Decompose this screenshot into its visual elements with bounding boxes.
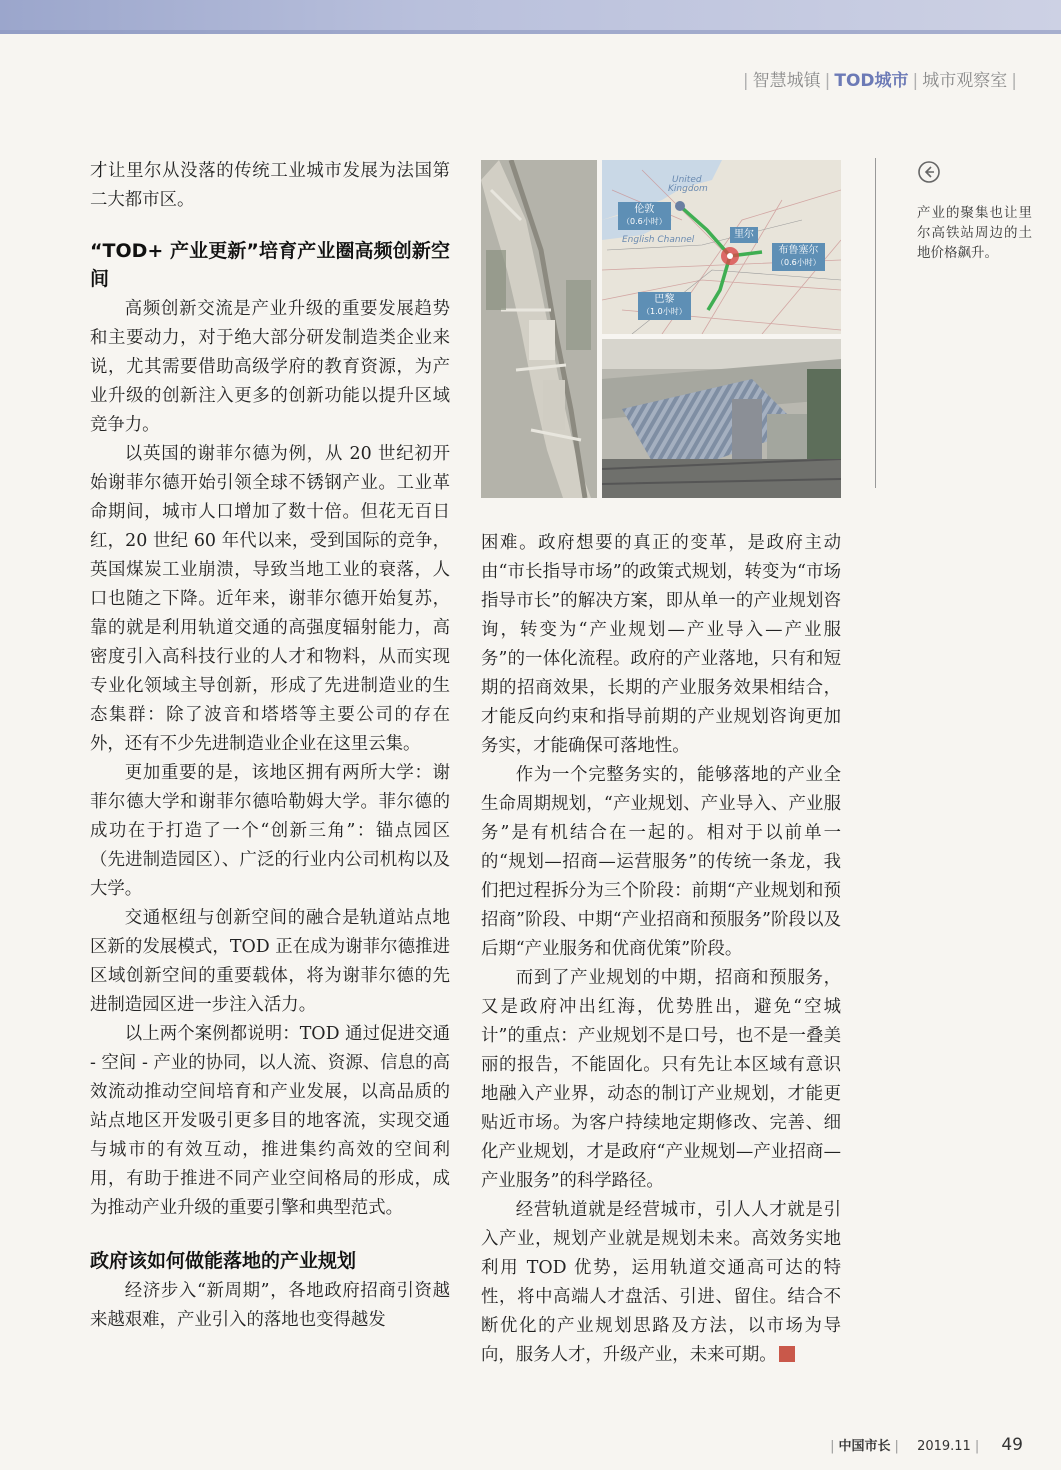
section-nav: | 智慧城镇 | TOD城市 | 城市观察室 | [742, 71, 1017, 91]
page-footer: | 中国市长 | 2019.11 | 49 [830, 1435, 1023, 1455]
sidebar-rule [875, 158, 876, 488]
page-number: 49 [1001, 1435, 1023, 1455]
arrow-left-circle-icon [917, 160, 941, 184]
paragraph: 经济步入“新周期”，各地政府招商引资越来越艰难，产业引入的落地也变得越发 [90, 1281, 450, 1330]
section-heading: “TOD+ 产业更新”培育产业圈高频创新空间 [90, 240, 450, 290]
top-color-band [0, 0, 1061, 34]
paragraph: 更加重要的是，该地区拥有两所大学：谢菲尔德大学和谢菲尔德哈勒姆大学。菲尔德的成功在于打造了一个“创新三角”：锚点园区（先进制造园区）、广泛的行业内公司机构以及大学。 [90, 763, 450, 899]
aerial-site-image [481, 160, 597, 498]
paragraph-text: 经营轨道就是经营城市，引人人才就是引入产业，规划产业就是规划未来。高效务实地利用 TOD 优势，运用轨道交通高可达的特性，将中高端人才盘活、引进、留住。结合不断优化的产业规划思路及方法，以市场为导向，服务人才，升级产业，未来可期。 [481, 1200, 841, 1365]
paragraph: 以上两个案例都说明：TOD 通过促进交通 - 空间 - 产业的协同，以人流、资源、信息的高效流动推动空间培育和产业发展，以高品质的站点地区开发吸引更多目的地客流，实现交通与城市的有效互动，推进集约高效的空间利用，有助于推进不同产业空间格局的形成，成为推动产业升级的重要引擎和典型范式。 [90, 1024, 450, 1218]
nav-item-smart-town[interactable]: 智慧城镇 [752, 71, 821, 91]
station-label-london: 伦敦 （0.6小时） [618, 202, 671, 230]
map-word: Kingdom [668, 184, 708, 194]
rail-network-map [602, 160, 841, 334]
figure-group [481, 160, 841, 498]
paragraph: 作为一个完整务实的，能够落地的产业全生命周期规划，“产业规划、产业导入、产业服务”是有机结合在一起的。相对于以前单一的“规划—招商—运营服务”的传统一条龙，我们把过程拆分为三个阶段：前期“产业规划和预招商”阶段、中期“产业招商和预服务”阶段以及后期“产业服务和优商优策”阶段。 [481, 765, 841, 959]
paragraph: 高频创新交流是产业升级的重要发展趋势和主要动力，对于绝大部分研发制造类企业来说，尤其需要借助高级学府的教育资源，为产业升级的创新注入更多的创新功能以提升区域竞争力。 [90, 299, 450, 435]
paragraph: 而到了产业规划的中期，招商和预服务，又是政府冲出红海，优势胜出，避免“空城计”的重点：产业规划不是口号，也不是一叠美丽的报告，不能固化。只有先让本区域有意识地融入产业界，动态的制订产业规划，才能更贴近市场。为客户持续地定期修改、完善、细化产业规划，才是政府“产业规划—产业招商—产业服务”的科学路径。 [481, 968, 841, 1191]
right-column [481, 529, 841, 1370]
issue-date: 2019.11 [917, 1439, 971, 1454]
nav-item-tod-city[interactable]: TOD城市 [834, 71, 909, 91]
paragraph: 困难。政府想要的真正的变革，是政府主动由“市长指导市场”的政策式规划，转变为“市场指导市长”的解决方案，即从单一的产业规划咨询，转变为“产业规划—产业导入—产业服务”的一体化流程。政府的产业落地，只有和短期的招商效果，长期的产业服务效果相结合，才能反向约束和指导前期的产业规划咨询更加务实，才能确保可落地性。 [481, 533, 841, 756]
section-heading: 政府该如何做能落地的产业规划 [90, 1250, 357, 1272]
paragraph: 交通枢纽与创新空间的融合是轨道站点地区新的发展模式，TOD 正在成为谢菲尔德推进区域创新空间的重要载体，将为谢菲尔德的先进制造园区进一步注入活力。 [90, 908, 450, 1015]
paragraph: 才让里尔从没落的传统工业城市发展为法国第二大都市区。 [90, 161, 450, 210]
map-word: English Channel [622, 235, 695, 245]
station-label-brussels: 布鲁塞尔 （0.6小时） [772, 243, 825, 271]
station-label-paris: 巴黎 （1.0小时） [638, 292, 691, 320]
paragraph [481, 1196, 841, 1370]
article-end-mark-icon [779, 1346, 795, 1362]
station-label-lille: 里尔 [730, 227, 758, 243]
paragraph: 以英国的谢菲尔德为例，从 20 世纪初开始谢菲尔德开始引领全球不锈钢产业。工业革命期间，城市人口增加了数十倍。但花无百日红，20 世纪 60 年代以来，受到国际的竞争，英国煤炭工业崩溃，导致当地工业的衰落，人口也随之下降。近年来，谢菲尔德开始复苏，靠的就是利用轨道交通的高强度辐射能力，高密度引入高科技行业的人才和物料，从而实现专业化领域主导创新，形成了先进制造业的生态集群：除了波音和塔塔等主要公司的存在外，还有不少先进制造业企业在这里云集。 [90, 444, 450, 754]
left-column [90, 157, 450, 1335]
publication-name: 中国市长 [838, 1439, 891, 1454]
map-word: United [672, 175, 702, 185]
figure-caption: 产业的聚集也让里尔高铁站周边的土地价格飙升。 [917, 205, 1032, 261]
station-aerial-photo [602, 339, 841, 498]
nav-item-city-observatory[interactable]: 城市观察室 [922, 71, 1008, 91]
